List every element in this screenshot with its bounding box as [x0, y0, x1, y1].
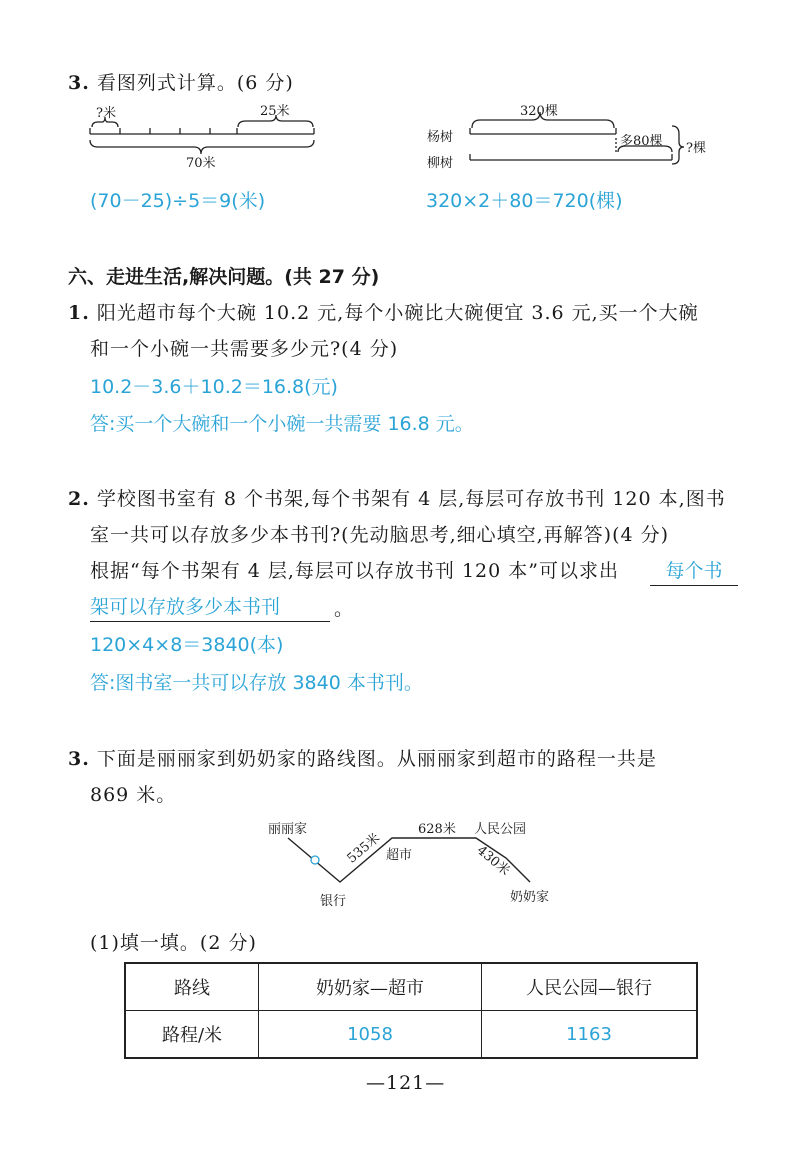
p3-number: 3.	[68, 748, 90, 770]
p2-answer2: 答:图书室一共可以存放 3840 本书刊。	[90, 672, 423, 694]
row1-label: 杨树	[427, 130, 454, 145]
p2-line3: 根据“每个书架有 4 层,每层可以存放书刊 120 本”可以求出	[90, 560, 619, 582]
p3-sub1: (1)填一填。(2 分)	[90, 932, 257, 954]
route-point-marker	[311, 856, 319, 864]
map-grandma-home: 奶奶家	[510, 890, 550, 905]
left-q-label: ?米	[96, 106, 116, 121]
p2-answer1: 120×4×8＝3840(本)	[90, 634, 284, 656]
left-seg-label: 25米	[260, 104, 290, 119]
map-park: 人民公园	[474, 822, 527, 837]
p2-line2: 室一共可以存放多少本书刊?(先动脑思考,细心填空,再解答)(4 分)	[90, 524, 670, 546]
left-total-label: 70米	[186, 156, 216, 171]
p2-text1: 学校图书室有 8 个书架,每个书架有 4 层,每层可存放书刊 120 本,图书	[96, 488, 726, 510]
more-label: 多80棵	[620, 134, 663, 149]
table-header-cell: 路线	[125, 963, 259, 1011]
brace-right	[672, 126, 684, 164]
p1-line2: 和一个小碗一共需要多少元?(4 分)	[90, 338, 399, 360]
p2-line1	[68, 484, 726, 511]
p2-blank1: 每个书	[650, 556, 738, 586]
table-header-row	[125, 963, 697, 1011]
p1-text1: 阳光超市每个大碗 10.2 元,每个小碗比大碗便宜 3.6 元,买一个大碗	[96, 302, 699, 324]
p1-line1	[68, 298, 699, 325]
segment-diagram-right	[460, 100, 720, 172]
table-row	[125, 1011, 697, 1059]
p1-answer1: 10.2－3.6＋10.2＝16.8(元)	[90, 376, 338, 398]
row2-label: 柳树	[427, 156, 454, 171]
p3-text1: 下面是丽丽家到奶奶家的路线图。从丽丽家到超市的路程一共是	[96, 748, 657, 770]
p3-line1	[68, 744, 657, 771]
map-d2: 628米	[418, 822, 456, 837]
map-supermarket: 超市	[386, 848, 413, 863]
q3-title: 看图列式计算。(6 分)	[96, 72, 294, 94]
section6-heading: 六、走进生活,解决问题。(共 27 分)	[68, 266, 380, 288]
table-row-label: 路程/米	[125, 1011, 259, 1059]
table-cell-value: 1058	[259, 1011, 482, 1059]
table-header-cell: 人民公园—银行	[482, 963, 698, 1011]
table-cell-value: 1163	[482, 1011, 698, 1059]
q3-header	[68, 68, 294, 95]
map-lili-home: 丽丽家	[268, 822, 308, 837]
right-answer: 320×2＋80＝720(棵)	[426, 190, 623, 212]
p1-answer2: 答:买一个大碗和一个小碗一共需要 16.8 元。	[90, 413, 474, 435]
page-number: —121—	[366, 1072, 446, 1094]
p1-number: 1.	[68, 302, 90, 324]
left-answer: (70－25)÷5＝9(米)	[90, 190, 266, 212]
p2-number: 2.	[68, 488, 90, 510]
right-top-label: 320棵	[520, 104, 558, 119]
right-q-label: ?棵	[686, 141, 706, 156]
q3-number: 3.	[68, 72, 90, 94]
p2-period: 。	[334, 598, 355, 620]
map-bank: 银行	[320, 894, 347, 909]
map-d1: 535米	[344, 830, 384, 867]
p3-line2: 869 米。	[90, 784, 177, 806]
map-d3: 430米	[473, 843, 513, 879]
route-table	[124, 962, 698, 1059]
p2-blank2: 架可以存放多少本书刊	[90, 592, 330, 622]
table-header-cell: 奶奶家—超市	[259, 963, 482, 1011]
